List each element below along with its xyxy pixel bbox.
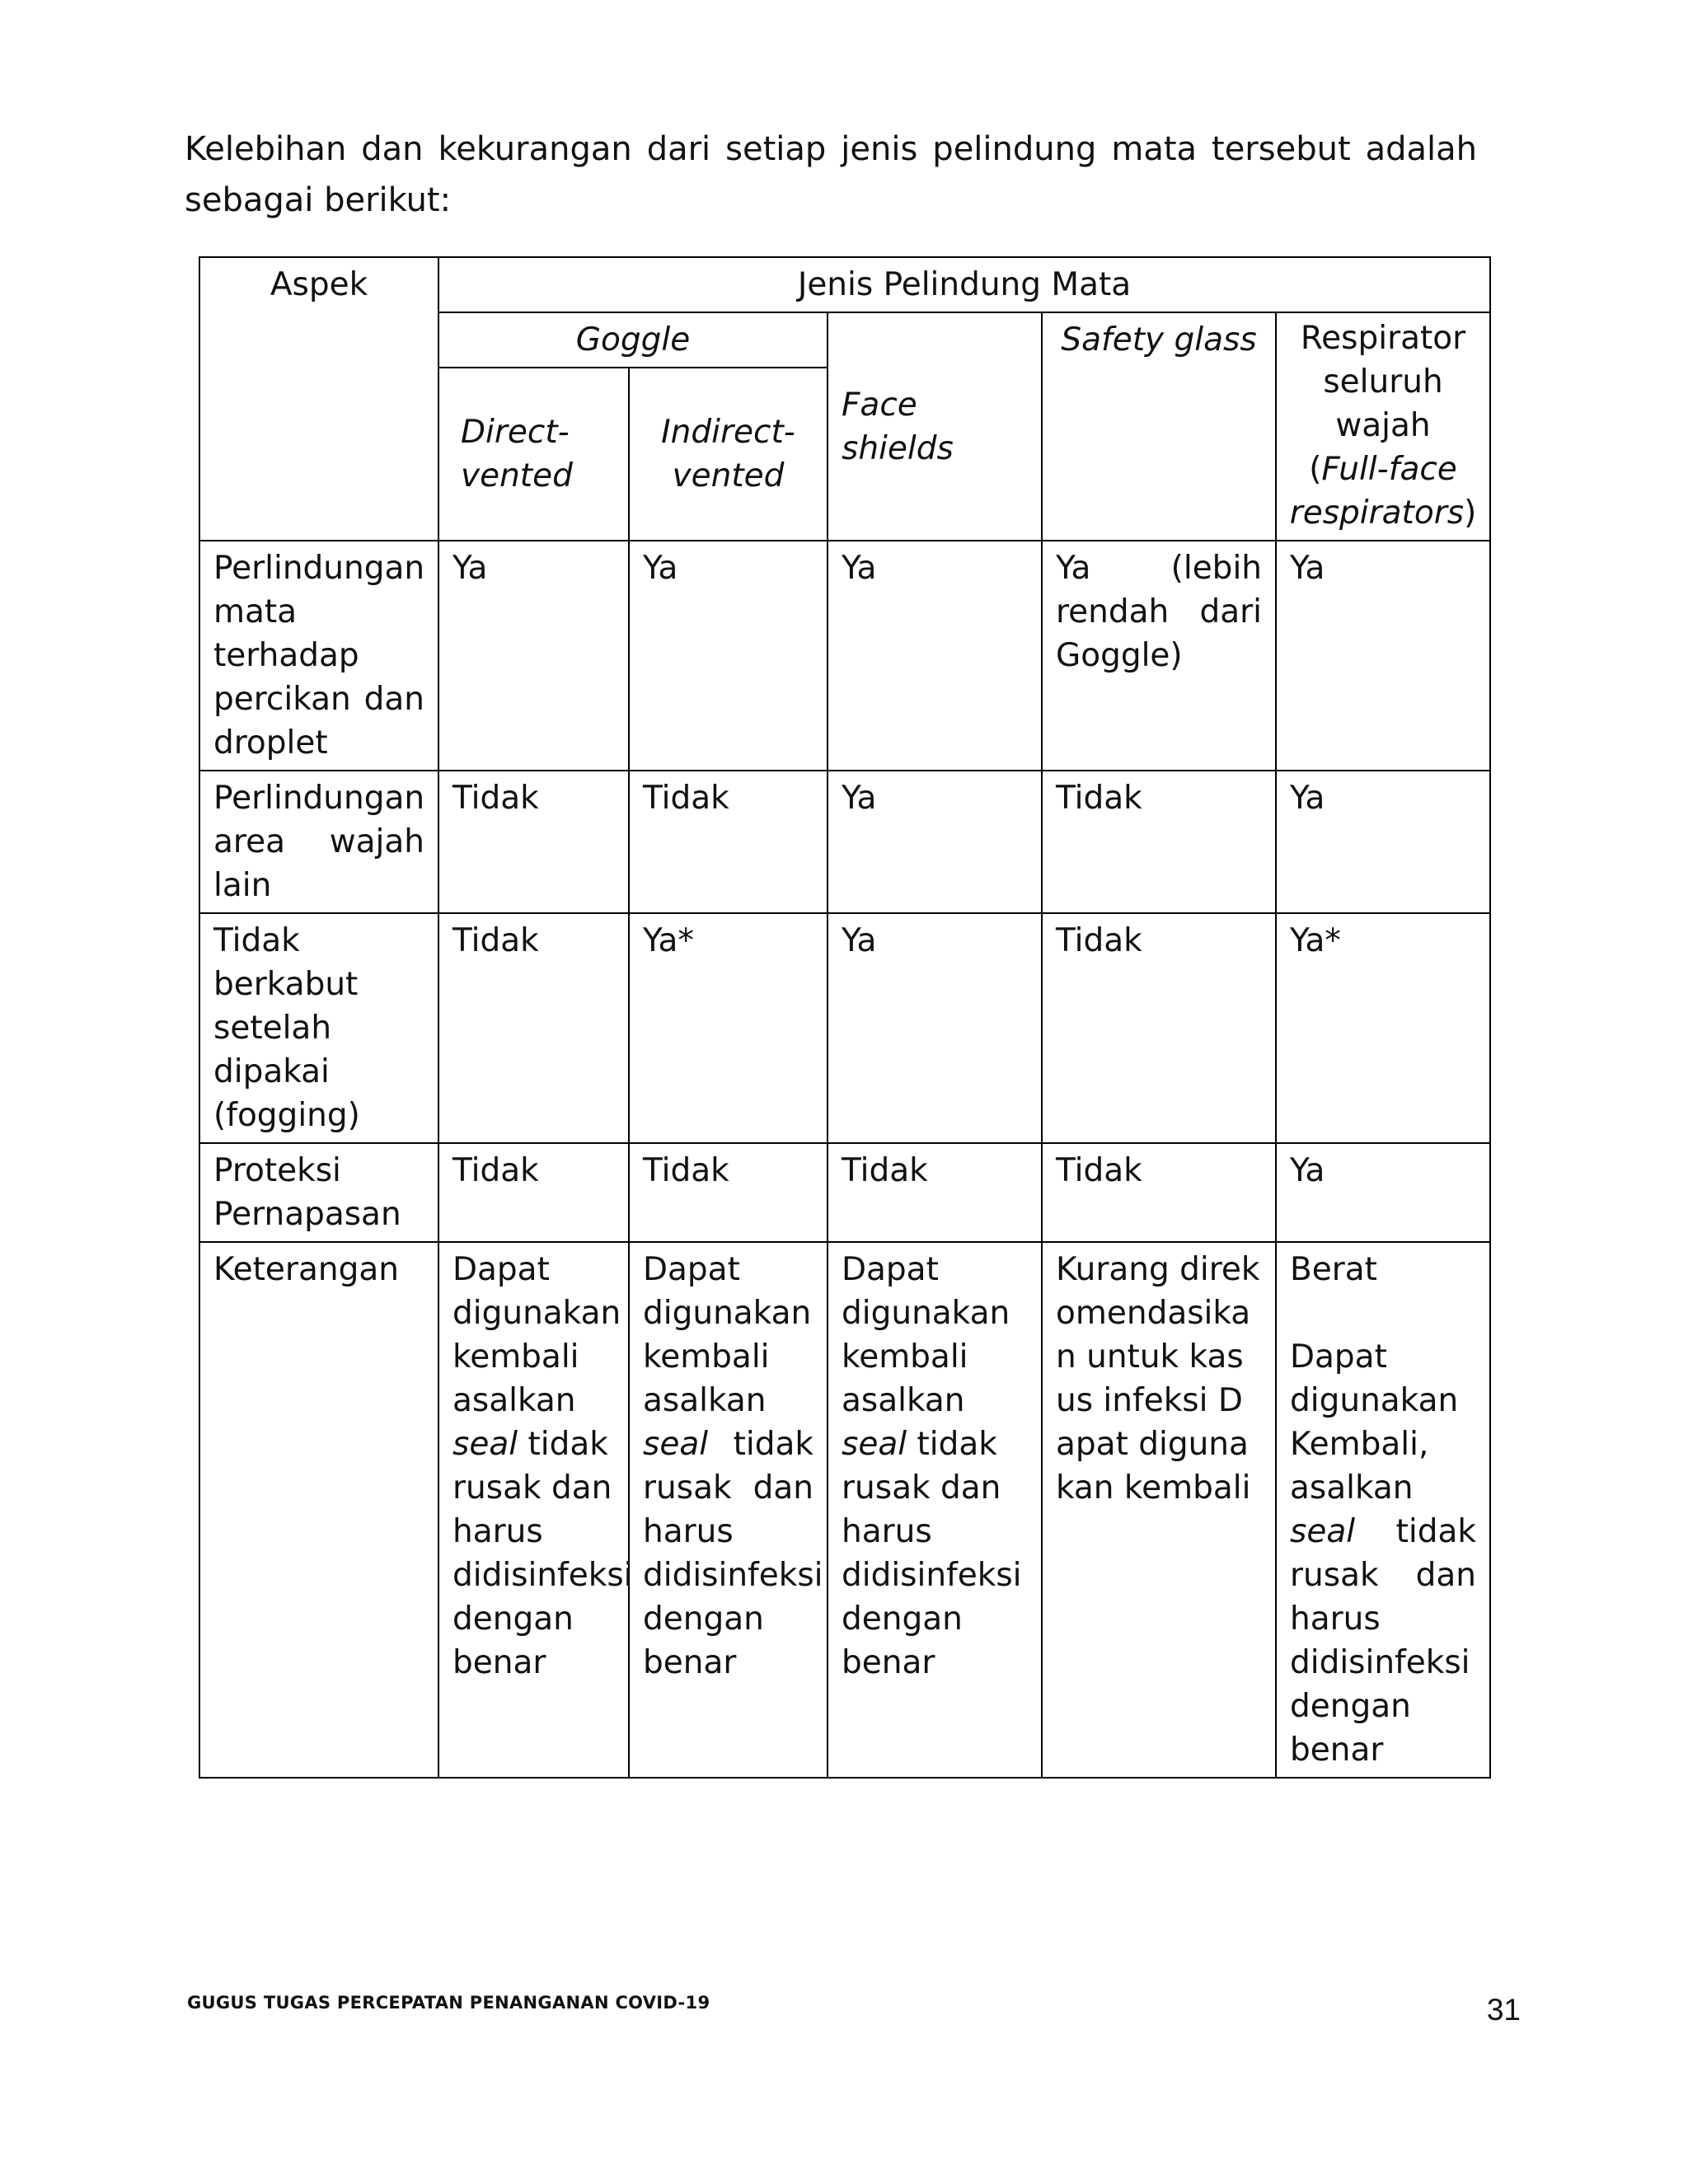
table-row bbox=[199, 1242, 1490, 1778]
cell-safety: Tidak bbox=[1042, 771, 1276, 913]
cell-direct: Ya bbox=[438, 541, 629, 771]
cell-face: Ya bbox=[828, 771, 1042, 913]
cell-indirect: Ya* bbox=[629, 913, 828, 1143]
footer-organization: GUGUS TUGAS PERCEPATAN PENANGANAN COVID-19 bbox=[187, 1993, 710, 2013]
cell-direct bbox=[438, 1242, 633, 1778]
cell-face: Ya bbox=[828, 913, 1042, 1143]
intro-paragraph: Kelebihan dan kekurangan dari setiap jenis pelindung mata tersebut adalah sebagai berikut: bbox=[185, 130, 1477, 219]
cell-direct: Tidak bbox=[438, 771, 629, 913]
cell-face bbox=[828, 1242, 1042, 1778]
row-aspek: Perlindungan area wajah lain bbox=[199, 771, 438, 913]
note-text: tidak rusak dan harus didisinfeksi dengan benar bbox=[1290, 1513, 1476, 1769]
header-safety-glass: Safety glass bbox=[1042, 312, 1276, 541]
note-text: tidak rusak dan harus didisinfeksi dengan benar bbox=[842, 1426, 1022, 1681]
note-text: Dapat digunakan Kembali, asalkan bbox=[1290, 1338, 1459, 1507]
header-aspek: Aspek bbox=[199, 257, 438, 541]
row-aspek: Keterangan bbox=[199, 1242, 438, 1778]
cell-indirect: Tidak bbox=[629, 1143, 828, 1242]
table-row bbox=[199, 913, 1490, 1143]
cell-safety: Kurang direkomendasikan untuk kasus infeksi Dapat digunakan kembali bbox=[1042, 1242, 1276, 1778]
note-seal: seal bbox=[643, 1426, 709, 1463]
cell-indirect: Tidak bbox=[629, 771, 828, 913]
row-aspek: Tidak berkabut setelah dipakai (fogging) bbox=[199, 913, 438, 1143]
header-jenis-pelindung-mata: Jenis Pelindung Mata bbox=[438, 257, 1490, 312]
table-row bbox=[199, 1143, 1490, 1242]
header-respirator-label: Respirator seluruh wajah bbox=[1300, 320, 1466, 444]
note-text: Dapat digunakan kembali asalkan bbox=[643, 1251, 812, 1419]
table-row bbox=[199, 541, 1490, 771]
header-respirator: Respirator seluruh wajah (Full-face respirators) bbox=[1276, 312, 1490, 541]
cell-face: Ya bbox=[828, 541, 1042, 771]
header-goggle: Goggle bbox=[438, 312, 828, 368]
row-aspek: Proteksi Pernapasan bbox=[199, 1143, 438, 1242]
header-respirator-english: Full-face respirators bbox=[1289, 451, 1465, 532]
note-heavy: Berat bbox=[1290, 1251, 1377, 1288]
cell-direct: Tidak bbox=[438, 913, 629, 1143]
cell-respirator: Ya bbox=[1276, 541, 1490, 771]
note-text: tidak rusak dan harus didisinfeksi dengan benar bbox=[643, 1426, 823, 1681]
eye-protection-table bbox=[199, 256, 1491, 1779]
table-row bbox=[199, 771, 1490, 913]
header-indirect-vented: Indirect-vented bbox=[629, 368, 828, 541]
header-face-shields: Face shields bbox=[828, 312, 1042, 541]
note-seal: seal bbox=[842, 1426, 907, 1463]
cell-safety: Tidak bbox=[1042, 1143, 1276, 1242]
cell-direct: Tidak bbox=[438, 1143, 629, 1242]
cell-respirator: Ya bbox=[1276, 1143, 1490, 1242]
note-text: Dapat digunakan kembali asalkan bbox=[842, 1251, 1010, 1419]
cell-indirect bbox=[629, 1242, 828, 1778]
page-number: 31 bbox=[1486, 1993, 1521, 2027]
note-seal: seal bbox=[452, 1426, 518, 1463]
cell-face: Tidak bbox=[828, 1143, 1042, 1242]
cell-safety: Tidak bbox=[1042, 913, 1276, 1143]
cell-safety: Ya (lebih rendah dari Goggle) bbox=[1042, 541, 1276, 771]
cell-respirator: Ya* bbox=[1276, 913, 1490, 1143]
note-text: Dapat digunakan kembali asalkan bbox=[452, 1251, 621, 1419]
row-aspek: Perlindungan mata terhadap percikan dan droplet bbox=[199, 541, 438, 771]
note-text: tidak rusak dan harus didisinfeksi dengan benar bbox=[452, 1426, 633, 1681]
header-direct-vented: Direct-vented bbox=[438, 368, 629, 541]
note-seal: seal bbox=[1290, 1513, 1356, 1550]
cell-indirect: Ya bbox=[629, 541, 828, 771]
cell-respirator bbox=[1276, 1242, 1490, 1778]
cell-respirator: Ya bbox=[1276, 771, 1490, 913]
